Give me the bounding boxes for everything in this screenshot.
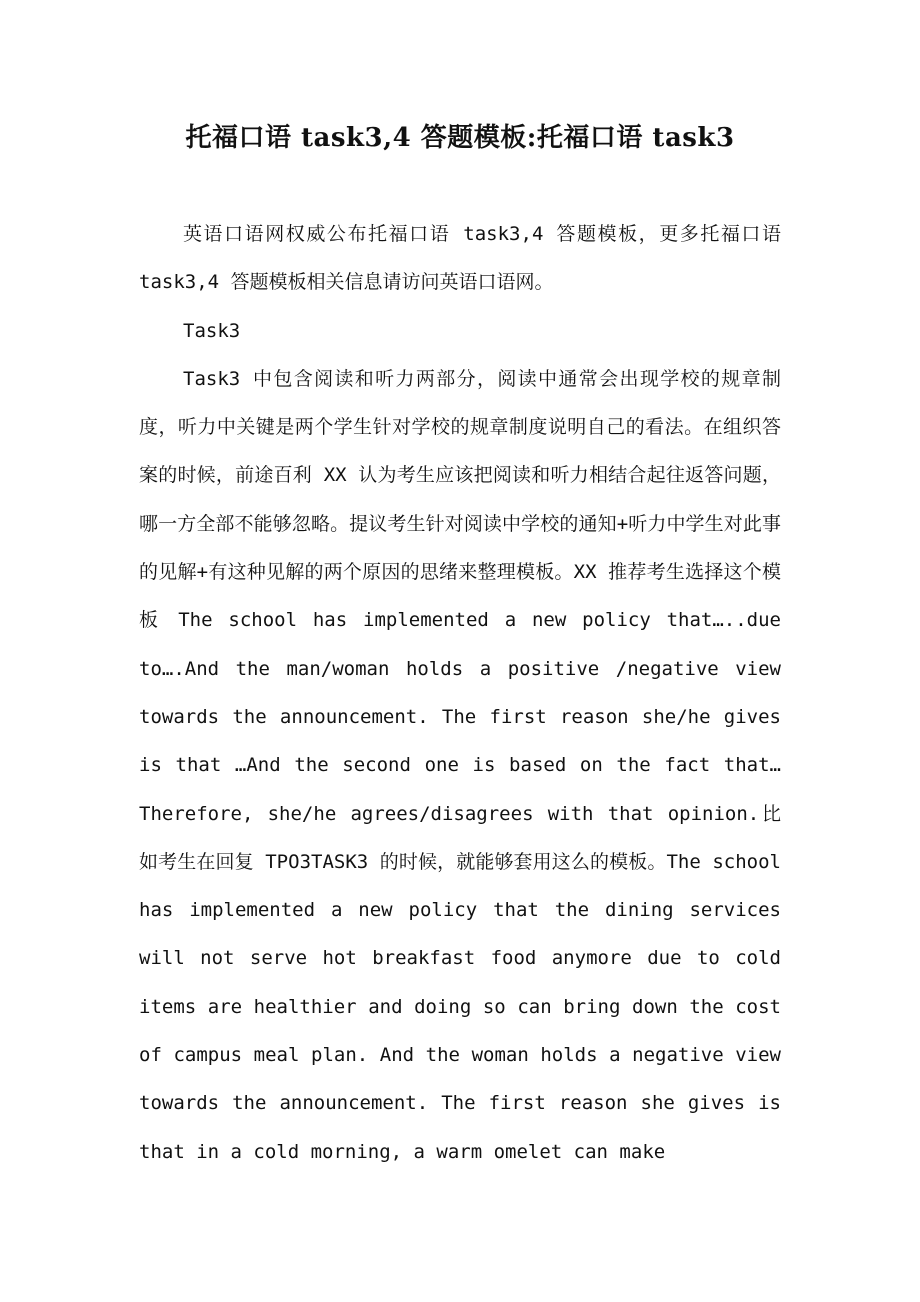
- task3-paragraph: Task3 中包含阅读和听力两部分，阅读中通常会出现学校的规章制度，听力中关键是两个学生针对学校的规章制度说明自己的看法。在组织答案的时候，前途百利 XX 认为考生应该把阅读和听力相结合起往返答问题，哪一方全部不能够忽略。提议考生针对阅读中学校的通知+听力中学生对此事的见解+有这种见解的两个原因的思绪来整理模板。XX 推荐考生选择这个模板 The school has implemented a new policy that…..due to….And the man/woman holds a positive /negative view towards the announcement. The first reason she/he gives is that …And the second one is based on the fact that…Therefore, she/he agrees/disagrees with that opinion.比如考生在回复 TPO3TASK3 的时候，就能够套用这么的模板。The school has implemented a new policy that the dining services will not serve hot breakfast food anymore due to cold items are healthier and doing so can bring down the cost of campus meal plan. And the woman holds a negative view towards the announcement. The first reason she gives is that in a cold morning, a warm omelet can make: [139, 367, 781, 1163]
- document-body: [139, 210, 781, 1176]
- document-title: 托福口语 task3,4 答题模板:托福口语 task3: [185, 123, 735, 153]
- section-heading-task3: Task3: [183, 319, 241, 342]
- intro-paragraph: 英语口语网权威公布托福口语 task3,4 答题模板，更多托福口语 task3,4 答题模板相关信息请访问英语口语网。: [139, 223, 781, 294]
